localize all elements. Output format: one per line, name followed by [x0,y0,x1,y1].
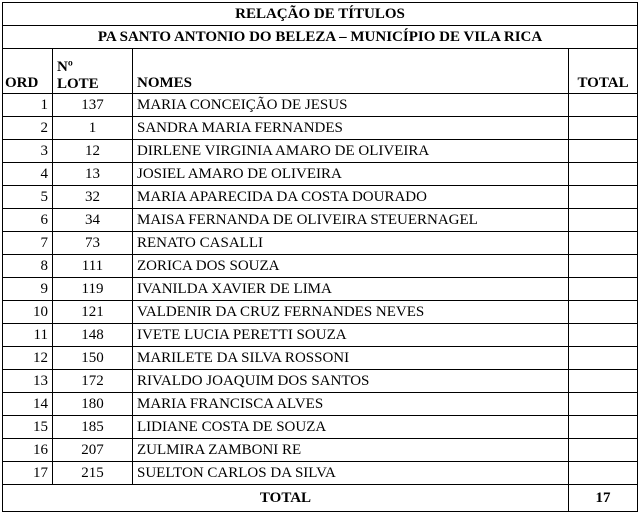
row-name: RIVALDO JOAQUIM DOS SANTOS [133,370,569,393]
table-title: RELAÇÃO DE TÍTULOS [3,3,638,26]
row-name: SANDRA MARIA FERNANDES [133,117,569,140]
row-name: VALDENIR DA CRUZ FERNANDES NEVES [133,301,569,324]
table-row [3,232,638,255]
row-lote: 185 [53,416,133,439]
row-name: LIDIANE COSTA DE SOUZA [133,416,569,439]
table-row [3,278,638,301]
row-lote: 111 [53,255,133,278]
table-subtitle: PA SANTO ANTONIO DO BELEZA – MUNICÍPIO DE VILA RICA [3,26,638,49]
row-total [569,163,638,186]
header-lote-number: Nº [57,59,73,75]
header-nomes: NOMES [133,49,569,94]
row-total [569,393,638,416]
row-ord: 3 [3,140,53,163]
row-name: ZORICA DOS SOUZA [133,255,569,278]
row-ord: 7 [3,232,53,255]
row-lote: 207 [53,439,133,462]
row-total [569,117,638,140]
table-row [3,393,638,416]
row-lote: 137 [53,94,133,117]
row-name: MARIA APARECIDA DA COSTA DOURADO [133,186,569,209]
row-total [569,278,638,301]
table-row [3,163,638,186]
row-total [569,140,638,163]
row-ord: 14 [3,393,53,416]
row-ord: 5 [3,186,53,209]
row-name: JOSIEL AMARO DE OLIVEIRA [133,163,569,186]
row-total [569,324,638,347]
row-name: MARIA CONCEIÇÃO DE JESUS [133,94,569,117]
row-name: IVANILDA XAVIER DE LIMA [133,278,569,301]
table-row [3,117,638,140]
row-ord: 16 [3,439,53,462]
row-lote: 215 [53,462,133,485]
header-lote-label: LOTE [57,76,99,92]
row-ord: 13 [3,370,53,393]
table-row [3,186,638,209]
row-total [569,347,638,370]
row-name: DIRLENE VIRGINIA AMARO DE OLIVEIRA [133,140,569,163]
row-lote: 34 [53,209,133,232]
row-lote: 180 [53,393,133,416]
table-row [3,255,638,278]
row-lote: 150 [53,347,133,370]
row-ord: 8 [3,255,53,278]
row-total [569,94,638,117]
row-name: RENATO CASALLI [133,232,569,255]
row-total [569,439,638,462]
row-lote: 119 [53,278,133,301]
row-total [569,255,638,278]
row-total [569,186,638,209]
row-ord: 10 [3,301,53,324]
row-lote: 13 [53,163,133,186]
row-name: SUELTON CARLOS DA SILVA [133,462,569,485]
row-total [569,462,638,485]
row-lote: 121 [53,301,133,324]
table-row [3,462,638,485]
row-ord: 6 [3,209,53,232]
row-ord: 17 [3,462,53,485]
header-row [3,49,638,94]
row-lote: 32 [53,186,133,209]
row-ord: 1 [3,94,53,117]
row-name: IVETE LUCIA PERETTI SOUZA [133,324,569,347]
row-ord: 9 [3,278,53,301]
table-row [3,370,638,393]
table-row [3,301,638,324]
header-ord: ORD [3,49,53,94]
row-lote: 73 [53,232,133,255]
table-row [3,439,638,462]
table-row [3,94,638,117]
row-ord: 2 [3,117,53,140]
titles-table [2,2,638,512]
row-lote: 172 [53,370,133,393]
row-ord: 11 [3,324,53,347]
table-row [3,416,638,439]
table-row [3,209,638,232]
row-lote: 12 [53,140,133,163]
table-row [3,347,638,370]
total-value: 17 [569,485,638,512]
row-total [569,370,638,393]
row-ord: 4 [3,163,53,186]
row-ord: 12 [3,347,53,370]
row-name: MAISA FERNANDA DE OLIVEIRA STEUERNAGEL [133,209,569,232]
table-row [3,324,638,347]
row-lote: 1 [53,117,133,140]
row-name: ZULMIRA ZAMBONI RE [133,439,569,462]
row-name: MARIA FRANCISCA ALVES [133,393,569,416]
row-total [569,416,638,439]
row-total [569,232,638,255]
header-total: TOTAL [569,49,638,94]
row-total [569,209,638,232]
title-row [3,3,638,26]
row-lote: 148 [53,324,133,347]
row-name: MARILETE DA SILVA ROSSONI [133,347,569,370]
subtitle-row [3,26,638,49]
row-ord: 15 [3,416,53,439]
table-row [3,140,638,163]
total-label: TOTAL [3,485,569,512]
total-row [3,485,638,512]
row-total [569,301,638,324]
header-lote [53,49,133,94]
